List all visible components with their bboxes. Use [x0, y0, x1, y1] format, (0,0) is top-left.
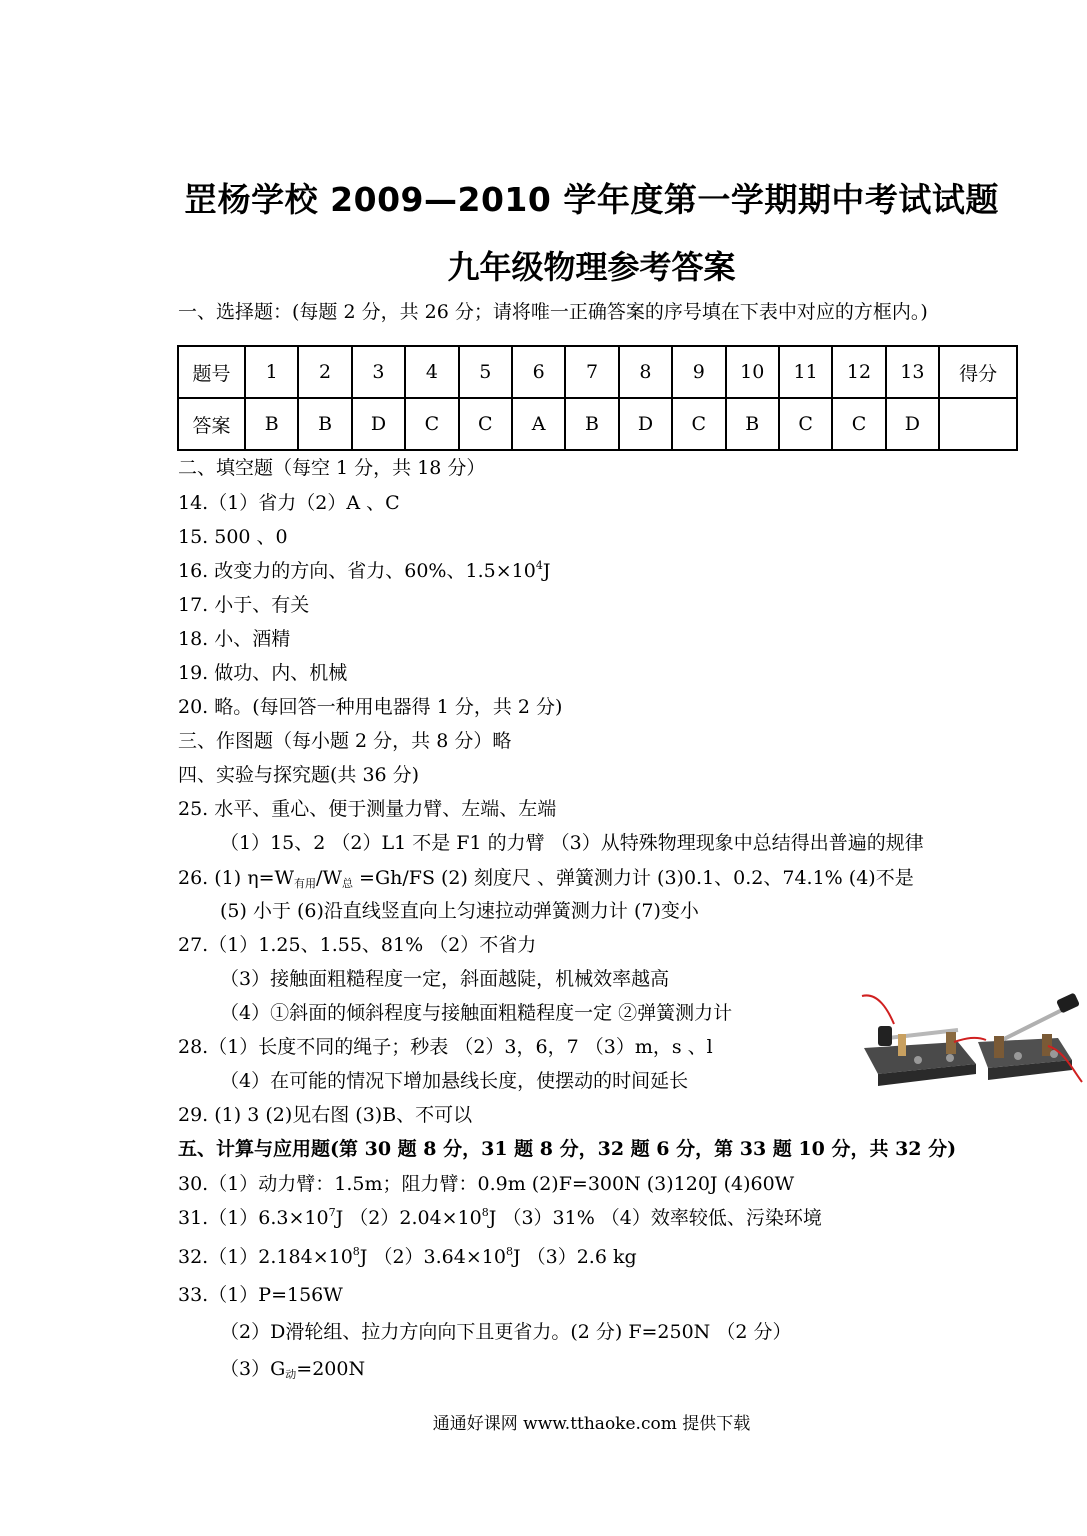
- question-number: 3: [352, 346, 405, 398]
- answer-line-28: 28.（1）长度不同的绳子；秒表 （2）3，6，7 （3）m，s 、l: [178, 1036, 713, 1058]
- question-number: 7: [565, 346, 618, 398]
- answer-cell: C: [779, 398, 832, 450]
- score-label: 得分: [939, 346, 1017, 398]
- answer-cell: A: [512, 398, 565, 450]
- answer-cell: C: [459, 398, 512, 450]
- question-number: 10: [726, 346, 779, 398]
- answer-line-33-sub-3: $(3)G_动=200N$: [220, 1358, 366, 1381]
- answer-cell: C: [405, 398, 458, 450]
- footer-credit: 通通好课网 www.tthaoke.com 提供下载: [432, 1414, 751, 1434]
- answer-line-25-sub: （1）15、2 （2）L1 不是 F1 的力臂 （3）从特殊物理现象中总结得出普遍的规律: [220, 832, 924, 854]
- section-1-heading: 一、选择题：(每题 2 分，共 26 分；请将唯一正确答案的序号填在下表中对应的方框内。): [178, 301, 928, 323]
- section-2-heading: 二、填空题（每空 1 分，共 18 分）: [178, 457, 486, 479]
- document-subtitle: 九年级物理参考答案: [447, 248, 736, 286]
- score-cell: [939, 398, 1017, 450]
- answer-line-32: $32.(1)2.184\times 10^8J$ $(2)3.64\times 10^8J$ （3）2.6 kg: [178, 1245, 637, 1268]
- answer-cell: D: [352, 398, 405, 450]
- answer-line-30: 30.（1）动力臂：1.5m；阻力臂：0.9m (2)F=300N (3)120J (4)60W: [178, 1173, 795, 1195]
- question-number: 12: [832, 346, 885, 398]
- answer-line-25: 25. 水平、重心、便于测量力臂、左端、左端: [178, 798, 557, 820]
- document-title: 罡杨学校 2009—2010 学年度第一学期期中考试试题: [184, 180, 999, 219]
- question-number: 1: [245, 346, 298, 398]
- answer-line-20: 20. 略。(每回答一种用电器得 1 分，共 2 分): [178, 696, 563, 718]
- answer-line-27: 27.（1）1.25、1.55、81% （2）不省力: [178, 934, 537, 956]
- answer-cell: D: [886, 398, 939, 450]
- answer-line-28-sub: （4）在可能的情况下增加悬线长度，使摆动的时间延长: [220, 1070, 689, 1092]
- answer-line-15: 15. 500 、0: [178, 526, 288, 548]
- answer-cell: C: [672, 398, 725, 450]
- question-number: 13: [886, 346, 939, 398]
- circuit-switches-photo: [858, 990, 1086, 1092]
- answer-line-31: $31.(1)6.3\times 10^7J$ $(2)2.04\times 10^8J$ （3）31% （4）效率较低、污染环境: [178, 1206, 822, 1229]
- section-3-heading: 三、作图题（每小题 2 分，共 8 分）略: [178, 730, 512, 752]
- row-label-question: 题号: [178, 346, 245, 398]
- answer-line-18: 18. 小、酒精: [178, 628, 291, 650]
- question-number: 2: [298, 346, 351, 398]
- answer-cell: D: [619, 398, 672, 450]
- question-number: 4: [405, 346, 458, 398]
- row-label-answer: 答案: [178, 398, 245, 450]
- question-number: 5: [459, 346, 512, 398]
- answer-cell: B: [565, 398, 618, 450]
- answer-line-26: 26. (1) $\eta=W_{有用}/W_总 =Gh/FS$ (2) 刻度尺 、弹簧测力计 (3)0.1、0.2、74.1% (4)不是: [178, 867, 914, 890]
- answer-line-16: 16. 改变力的方向、省力、60%、$1.5\times 10^4J$: [178, 559, 551, 582]
- answer-line-33-sub-2: （2）D滑轮组、拉力方向向下且更省力。(2 分) F=250N （2 分）: [220, 1321, 792, 1343]
- section-4-heading: 四、实验与探究题(共 36 分): [178, 764, 420, 786]
- question-number: 8: [619, 346, 672, 398]
- table-row-numbers: [178, 346, 1017, 398]
- answer-line-17: 17. 小于、有关: [178, 594, 310, 616]
- section-5-heading: 五、计算与应用题(第 30 题 8 分，31 题 8 分，32 题 6 分，第 33 题 10 分，共 32 分): [178, 1138, 957, 1160]
- answer-line-26-sub: (5) 小于 (6)沿直线竖直向上匀速拉动弹簧测力计 (7)变小: [220, 900, 699, 922]
- answer-cell: B: [245, 398, 298, 450]
- answer-line-19: 19. 做功、内、机械: [178, 662, 348, 684]
- question-number: 11: [779, 346, 832, 398]
- answer-line-27-sub-3: （3）接触面粗糙程度一定，斜面越陡，机械效率越高: [220, 968, 670, 990]
- question-number: 9: [672, 346, 725, 398]
- answer-cell: B: [726, 398, 779, 450]
- answer-table: [177, 345, 1018, 451]
- answer-line-14: 14.（1）省力（2）A 、C: [178, 492, 400, 514]
- answer-line-27-sub-4: （4）①斜面的倾斜程度与接触面粗糙程度一定 ②弹簧测力计: [220, 1002, 733, 1024]
- question-number: 6: [512, 346, 565, 398]
- answer-cell: B: [298, 398, 351, 450]
- table-row-answers: [178, 398, 1017, 450]
- answer-line-29: 29. (1) 3 (2)见右图 (3)B、不可以: [178, 1104, 473, 1126]
- answer-cell: C: [832, 398, 885, 450]
- answer-line-33: 33.（1）P=156W: [178, 1284, 343, 1306]
